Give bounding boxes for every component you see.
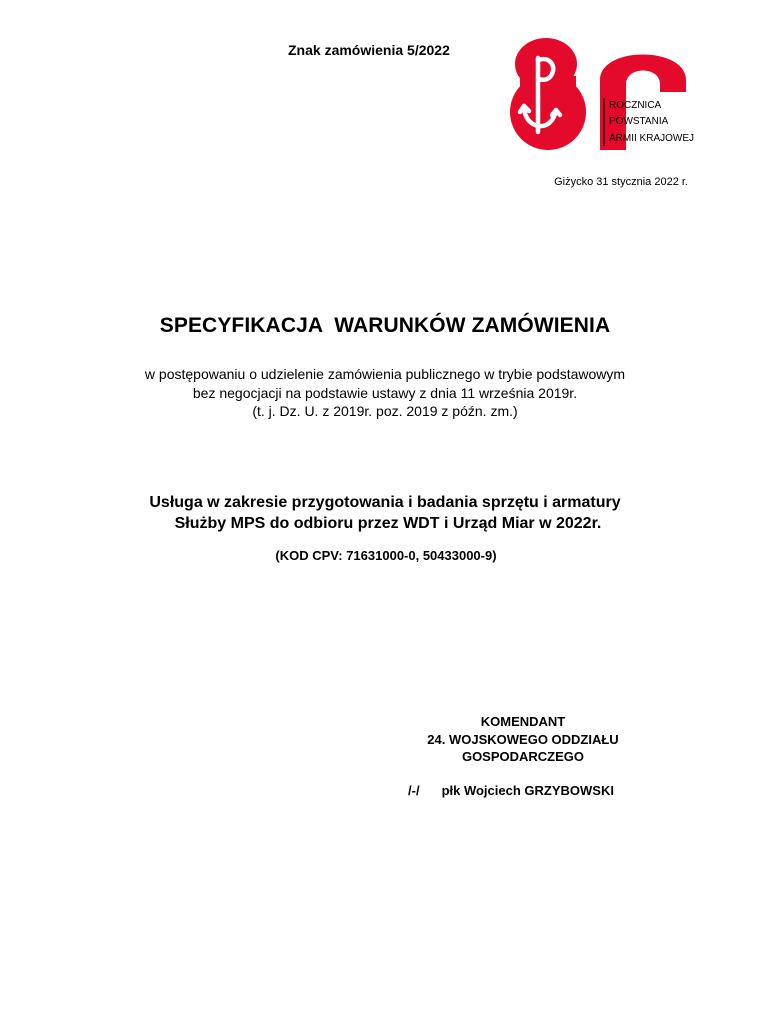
anniversary-logo: [508, 36, 698, 152]
order-reference: Znak zamówienia 5/2022: [288, 42, 450, 58]
subtitle-line-3: (t. j. Dz. U. z 2019r. poz. 2019 z późn. zm.): [252, 403, 518, 419]
logo-line-1: ROCZNICA: [609, 100, 662, 111]
signatory-name: płk Wojciech GRZYBOWSKI: [441, 783, 614, 798]
logo-number-8: [510, 38, 586, 150]
date-line: Giżycko 31 stycznia 2022 r.: [554, 176, 688, 188]
document-title: SPECYFIKACJA WARUNKÓW ZAMÓWIENIA: [159, 314, 611, 337]
cpv-code: (KOD CPV: 71631000-0, 50433000-9): [275, 548, 497, 563]
logo-line-2: POWSTANIA: [609, 116, 669, 127]
logo-line-3: ARMII KRAJOWEJ: [609, 133, 695, 144]
signature-line: [408, 783, 614, 798]
signature-mark: /-/: [408, 783, 420, 798]
subtitle-line-2: bez negocjacji na podstawie ustawy z dnia 11 września 2019r.: [192, 385, 578, 401]
subject-line-1: Usługa w zakresie przygotowania i badania sprzętu i armatury: [149, 494, 621, 511]
signature-title-2: 24. WOJSKOWEGO ODDZIAŁU: [427, 732, 619, 747]
signature-title-3: GOSPODARCZEGO: [461, 749, 585, 764]
signature-title-1: KOMENDANT: [480, 714, 566, 729]
subject-line-2: Służby MPS do odbioru przez WDT i Urząd Miar w 2022r.: [174, 515, 602, 532]
subtitle-line-1: w postępowaniu o udzielenie zamówienia publicznego w trybie podstawowym: [144, 366, 626, 382]
